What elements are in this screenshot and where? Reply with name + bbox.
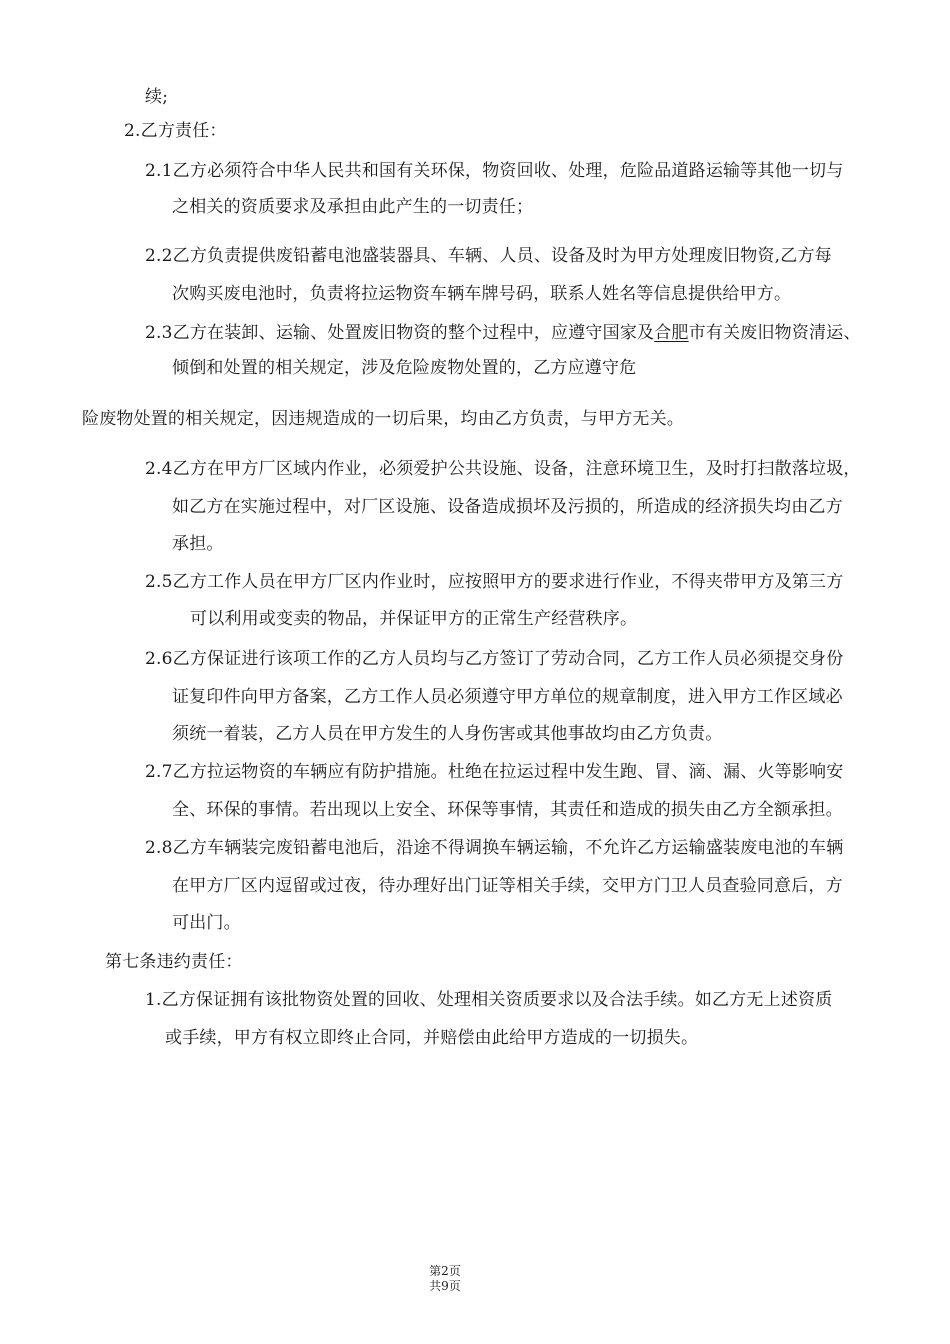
clause-2-3-text-after: 市有关废旧物资清运、: [688, 323, 861, 343]
clause-2-6-line-1: 2.6乙方保证进行该项工作的乙方人员均与乙方签订了劳动合同，乙方工作人员必须提交身份: [145, 649, 844, 669]
clause-2-8-line-2: 在甲方厂区内逗留或过夜，待办理好出门证等相关手续，交甲方门卫人员查验同意后，方: [172, 876, 843, 896]
clause-2-1-line-2: 之相关的资质要求及承担由此产生的一切责任；: [172, 197, 534, 217]
clause-2-1-line-1: 2.1乙方必须符合中华人民共和国有关环保，物资回收、处理，危险品道路运输等其他一切与: [145, 161, 844, 181]
clause-2-3-city-underlined: 合肥: [654, 323, 689, 343]
breach-clause-1-line-2: 或手续，甲方有权立即终止合同，并赔偿由此给甲方造成的一切损失。: [165, 1028, 699, 1048]
clause-2-4-line-1: 2.4乙方在甲方厂区域内作业，必须爱护公共设施、设备，注意环境卫生，及时打扫散落垃圾，: [145, 459, 861, 479]
page-number: 第2页: [429, 1264, 461, 1278]
clause-2-3-line-1: [145, 322, 861, 344]
clause-2-6-line-3: 须统一着装，乙方人员在甲方发生的人身伤害或其他事故均由乙方负责。: [172, 724, 723, 744]
clause-2-4-line-3: 承担。: [172, 534, 224, 554]
clause-2-5-line-2: 可以利用或变卖的物品，并保证甲方的正常生产经营秩序。: [190, 609, 638, 629]
clause-2-3-line-3: 险废物处置的相关规定，因违规造成的一切后果，均由乙方负责，与甲方无关。: [82, 409, 684, 429]
page-footer: [0, 1264, 890, 1294]
clause-2-8-line-1: 2.8乙方车辆装完废铅蓄电池后，沿途不得调换车辆运输，不允许乙方运输盛装废电池的车辆: [145, 838, 844, 858]
article-heading: 第七条违约责任：: [105, 952, 243, 972]
clause-2-6-line-2: 证复印件向甲方备案，乙方工作人员必须遵守甲方单位的规章制度，进入甲方工作区域必: [172, 687, 843, 707]
clause-2-7-line-1: 2.7乙方拉运物资的车辆应有防护措施。杜绝在拉运过程中发生跑、冒、滴、漏、火等影响安: [145, 762, 844, 782]
text-line: 续;: [145, 87, 169, 107]
clause-2-7-line-2: 全、环保的事情。若出现以上安全、环保等事情，其责任和造成的损失由乙方全额承担。: [172, 800, 843, 820]
page-total: 共9页: [429, 1279, 461, 1293]
clause-2-3-line-2: 倾倒和处置的相关规定，涉及危险废物处置的，乙方应遵守危: [172, 358, 637, 378]
clause-2-2-line-2: 次购买废电池时，负责将拉运物资车辆车牌号码，联系人姓名等信息提供给甲方。: [172, 284, 792, 304]
clause-2-2-line-1: 2.2乙方负责提供废铅蓄电池盛装器具、车辆、人员、设备及时为甲方处理废旧物资,乙方每: [145, 246, 832, 266]
clause-2-8-line-3: 可出门。: [172, 913, 241, 933]
clause-2-4-line-2: 如乙方在实施过程中，对厂区设施、设备造成损坏及污损的，所造成的经济损失均由乙方: [172, 497, 843, 517]
clause-2-5-line-1: 2.5乙方工作人员在甲方厂区内作业时，应按照甲方的要求进行作业，不得夹带甲方及第三方: [145, 572, 844, 592]
clause-2-3-text-before: 2.3乙方在装卸、运输、处置废旧物资的整个过程中，应遵守国家及: [145, 323, 655, 343]
section-heading: 2.乙方责任：: [124, 121, 227, 141]
breach-clause-1-line-1: 1.乙方保证拥有该批物资处置的回收、处理相关资质要求以及合法手续。如乙方无上述资质: [145, 990, 833, 1010]
